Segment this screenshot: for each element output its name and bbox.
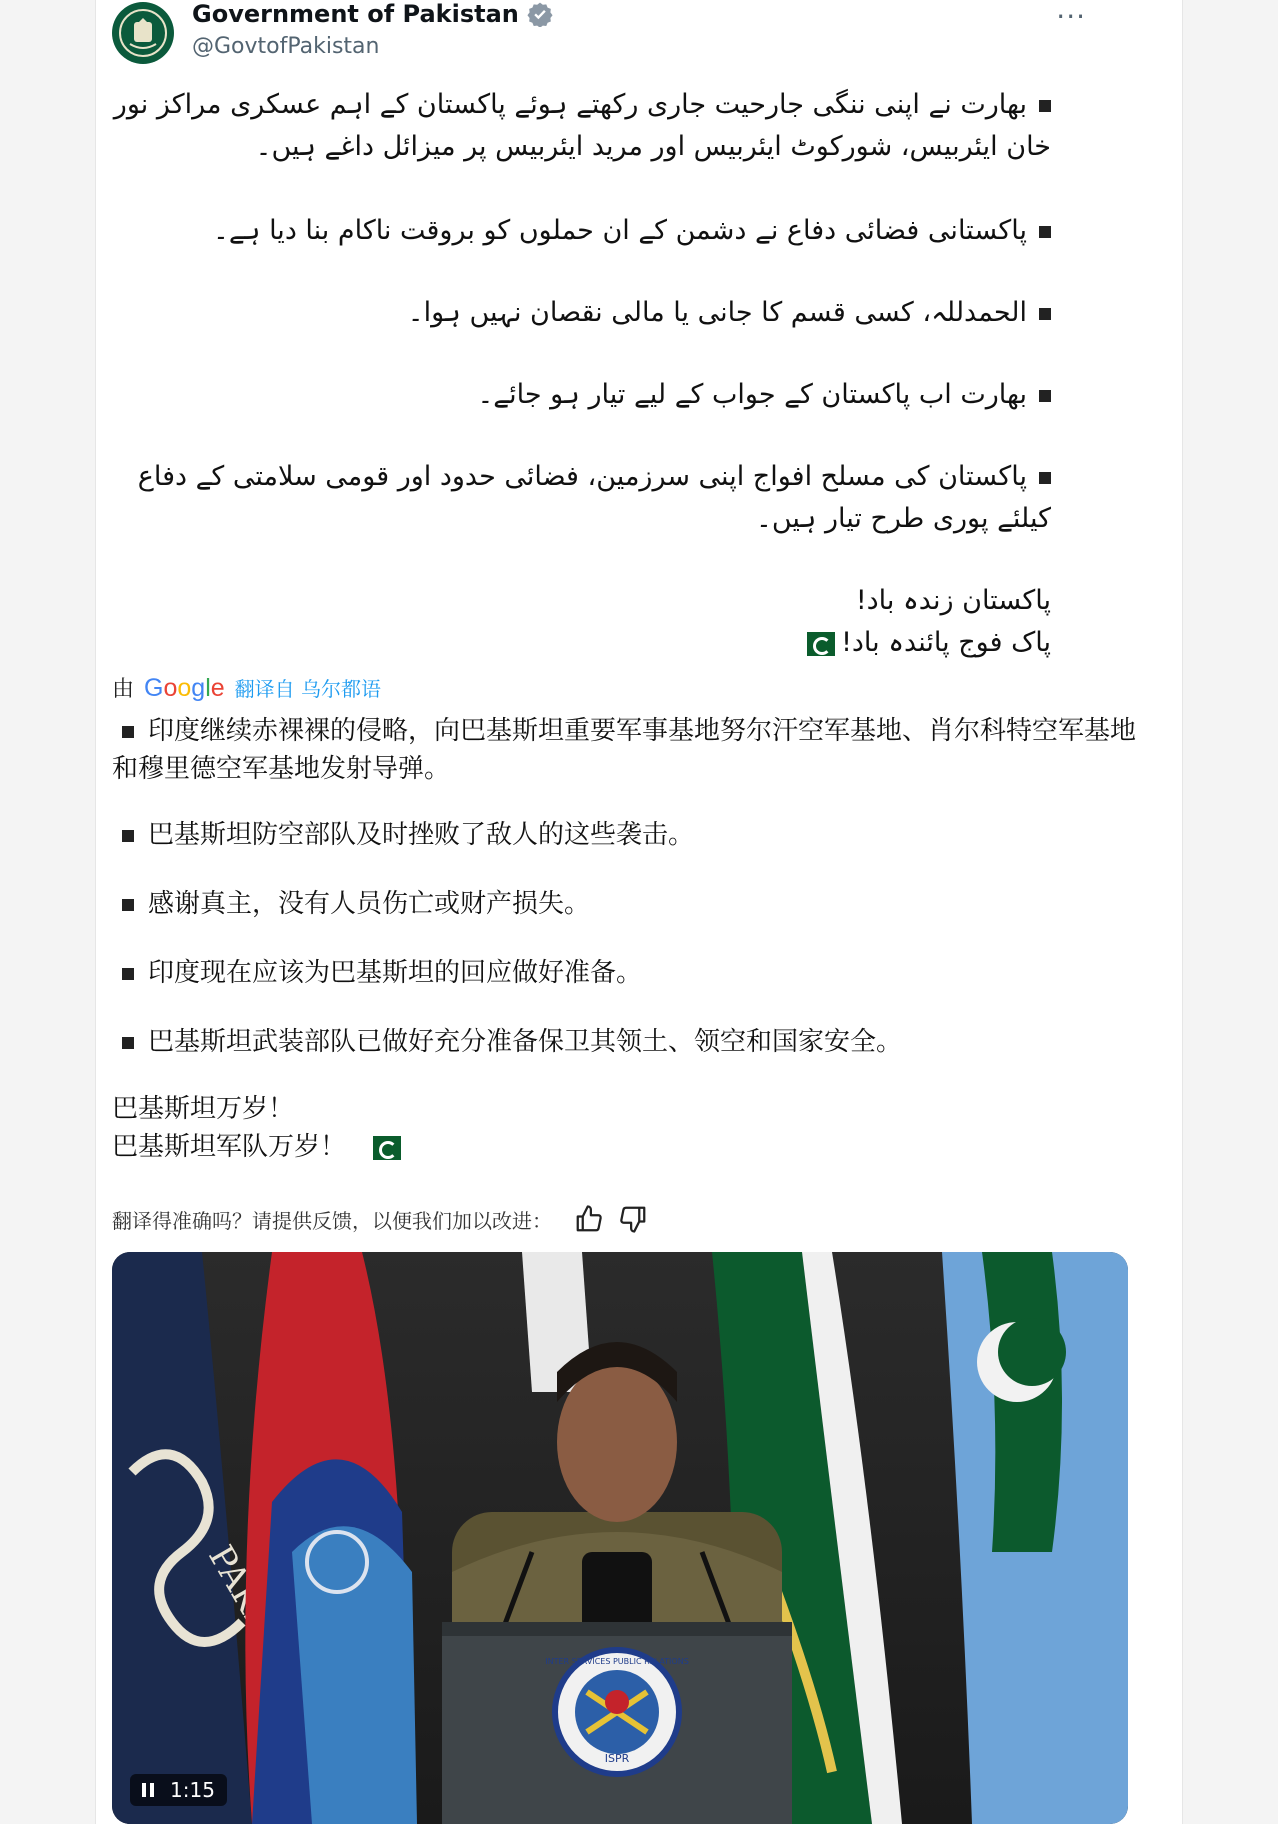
zh-paragraph-2 <box>112 816 1152 854</box>
bullet-icon <box>122 1037 134 1049</box>
bullet-icon <box>122 968 134 980</box>
urdu-paragraph-1 <box>111 84 1051 168</box>
more-icon[interactable]: ··· <box>1056 0 1086 33</box>
translated-from-link[interactable]: 翻译自 乌尔都语 <box>234 677 382 701</box>
urdu-paragraph-2 <box>111 210 1051 252</box>
urdu-line-4: بھارت اب پاکستان کے جواب کے لیے تیار ہو جائے۔ <box>477 379 1027 410</box>
video-frame <box>112 1252 1128 1824</box>
zh-closing <box>112 1090 1152 1166</box>
bullet-icon <box>1039 226 1051 238</box>
seal-short: ISPR <box>604 1752 630 1765</box>
urdu-paragraph-4 <box>111 374 1051 416</box>
video-player[interactable] <box>112 1252 1128 1824</box>
zh-line-4: 印度现在应该为巴基斯坦的回应做好准备。 <box>148 958 643 988</box>
video-controls[interactable] <box>130 1774 227 1806</box>
google-logo: Google <box>144 674 225 702</box>
author-name[interactable] <box>192 0 553 28</box>
bullet-icon <box>122 830 134 842</box>
urdu-line-1: بھارت نے اپنی ننگی جارحیت جاری رکھتے ہوئے پاکستان کے اہم عسکری مراکز نور خان ایئربیس، شورکوٹ ایئربیس اور مرید ایئربیس پر میزائل داغے ہیں۔ <box>113 89 1051 162</box>
pause-icon[interactable] <box>142 1778 158 1802</box>
urdu-paragraph-3 <box>111 292 1051 334</box>
zh-closing-1: 巴基斯坦万岁！ <box>112 1094 295 1124</box>
pakistan-flag-icon <box>366 1136 401 1160</box>
author-avatar[interactable] <box>112 2 174 64</box>
bullet-icon <box>1039 472 1051 484</box>
translation-by: 由 <box>112 677 135 702</box>
zh-paragraph-5 <box>112 1023 1152 1061</box>
pakistan-flag-icon <box>800 632 835 656</box>
bullet-icon <box>122 726 134 738</box>
urdu-line-3: الحمدللہ، کسی قسم کا جانی یا مالی نقصان نہیں ہوا۔ <box>407 297 1027 328</box>
author-handle[interactable]: @GovtofPakistan <box>192 34 380 59</box>
urdu-line-5: پاکستان کی مسلح افواج اپنی سرزمین، فضائی حدود اور قومی سلامتی کے دفاع کیلئے پوری طرح تیار ہیں۔ <box>137 461 1051 534</box>
zh-paragraph-3 <box>112 885 1152 923</box>
zh-line-3: 感谢真主，没有人员伤亡或财产损失。 <box>148 889 591 919</box>
bullet-icon <box>122 899 134 911</box>
author-name-text: Government of Pakistan <box>192 0 519 28</box>
verified-badge-icon <box>527 1 553 27</box>
left-margin <box>0 0 96 1824</box>
zh-line-1: 印度继续赤裸裸的侵略，向巴基斯坦重要军事基地努尔汗空军基地、肖尔科特空军基地和穆里德空军基地发射导弹。 <box>112 716 1137 784</box>
urdu-closing <box>111 580 1051 664</box>
feedback-text: 翻译得准确吗？请提供反馈，以便我们加以改进： <box>112 1208 552 1233</box>
thumbs-down-icon[interactable] <box>618 1204 648 1234</box>
translation-feedback <box>112 1204 648 1234</box>
video-time: 1:15 <box>170 1778 215 1802</box>
zh-paragraph-4 <box>112 954 1152 992</box>
bullet-icon <box>1039 100 1051 112</box>
zh-closing-2: 巴基斯坦军队万岁！ <box>112 1132 347 1162</box>
post <box>96 0 1156 1824</box>
urdu-paragraph-5 <box>111 456 1051 540</box>
bullet-icon <box>1039 308 1051 320</box>
seal-text: INTER SERVICES PUBLIC RELATIONS <box>545 1657 689 1666</box>
urdu-closing-1: پاکستان زندہ باد! <box>855 585 1051 616</box>
emblem-icon <box>118 8 168 58</box>
translation-attribution <box>112 672 381 703</box>
bullet-icon <box>1039 390 1051 402</box>
urdu-line-2: پاکستانی فضائی دفاع نے دشمن کے ان حملوں کو بروقت ناکام بنا دیا ہے۔ <box>213 215 1027 246</box>
zh-paragraph-1 <box>112 712 1152 788</box>
zh-line-2: 巴基斯坦防空部队及时挫败了敌人的这些袭击。 <box>148 820 695 850</box>
urdu-closing-2: پاک فوج پائندہ باد! <box>841 627 1051 658</box>
thumbs-up-icon[interactable] <box>574 1204 604 1234</box>
right-margin <box>1182 0 1278 1824</box>
zh-line-5: 巴基斯坦武装部队已做好充分准备保卫其领土、领空和国家安全。 <box>148 1027 903 1057</box>
